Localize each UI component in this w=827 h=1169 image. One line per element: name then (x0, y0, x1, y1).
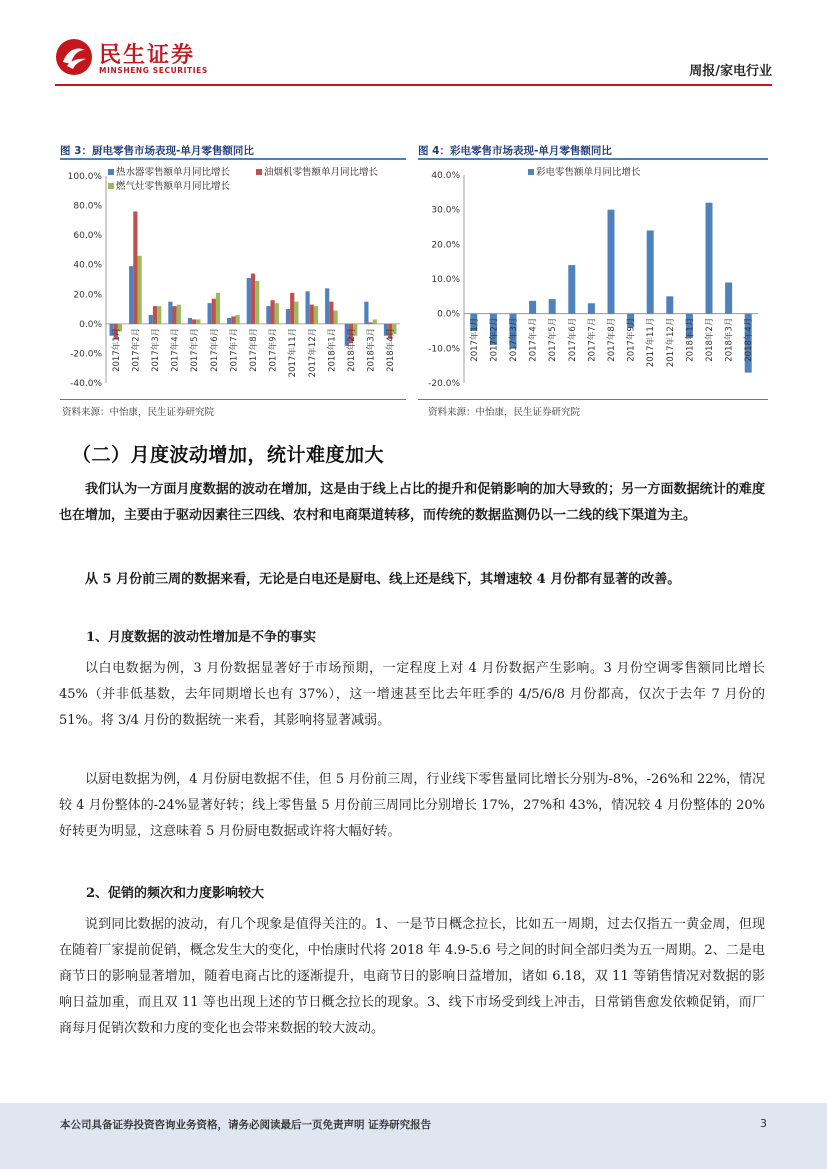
figure3-top-rule (60, 158, 406, 160)
chart4-category-label: 2017年2月 (489, 317, 500, 362)
chart4-category-label: 2017年8月 (607, 317, 617, 362)
paragraph-3: 以白电数据为例，3 月份数据显著好于市场预期，一定程度上对 4 月份数据产生影响。3 月份空调零售额同比增长 45%（并非低基数，去年同期增长也有 37%），这一增速甚至比去年旺季的 4/5/6/8 月份都高，仅次于去年 7 月份的 51%。将 3/4 月份的数据统一来看，其影响将显著减弱。 (59, 661, 765, 728)
subsection-2-title: 2、促销的频次和力度影响较大 (86, 886, 265, 901)
chart4-category-label: 2017年6月 (567, 317, 578, 362)
chart3-legend-swatch (108, 169, 114, 175)
figure4-source: 资料来源：中怡康，民生证券研究院 (428, 407, 581, 418)
chart3-category-label: 2017年11月 (288, 327, 299, 378)
page-header (0, 0, 827, 84)
chart3-bar (149, 315, 153, 324)
footer-disclaimer: 本公司具备证券投资咨询业务资格，请务必阅读最后一页免责声明 证券研究报告 (60, 1119, 432, 1131)
chart3-bar (314, 306, 318, 324)
chart3-category-label: 2017年4月 (170, 327, 181, 372)
chart3-bar (212, 299, 216, 324)
chart3-category-label: 2017年8月 (249, 327, 259, 372)
report-type: 周报/家电行业 (689, 64, 772, 79)
chart4-bar (588, 303, 595, 313)
chart3-ytick-label: 0.0% (79, 319, 102, 330)
paragraph-4: 以厨电数据为例，4 月份厨电数据不佳，但 5 月份前三周，行业线下零售量同比增长分别为-8%，-26%和 22%，情况较 4 月份整体的-24%显著好转；线上零售量 5 月份前三周同比分别增长 17%，27%和 43%，情况较 4 月份整体的 20%好转更为明显，这意味着 5 月份厨电数据或许将大幅好转。 (59, 772, 765, 839)
chart3-ytick-label: 80.0% (73, 201, 102, 212)
chart3-category-label: 2017年2月 (131, 327, 142, 372)
chart4-ytick-label: -20.0% (428, 379, 460, 389)
chart3-category-label: 2017年7月 (229, 327, 240, 372)
chart3-bar (157, 306, 161, 324)
chart4-category-label: 2017年3月 (509, 317, 519, 362)
chart3-bar (364, 302, 368, 324)
chart3-bar (236, 315, 240, 324)
chart3-bar (271, 300, 275, 324)
chart4-legend-label: 彩电零售额单月同比增长 (536, 167, 641, 178)
chart4-bar (666, 296, 673, 313)
chart3-category-label: 2018年2月 (347, 327, 357, 372)
chart4-category-label: 2017年7月 (587, 317, 598, 362)
chart3-bar (325, 288, 329, 323)
header-divider (55, 84, 772, 86)
chart4-category-label: 2017年12月 (665, 317, 676, 368)
chart3-category-label: 2018年4月 (386, 327, 397, 372)
chart3-category-label: 2017年6月 (209, 327, 220, 372)
chart3-bar (173, 306, 177, 324)
chart3-bar (286, 309, 290, 324)
subsection-1-title: 1、月度数据的波动性增加是不争的事实 (86, 630, 317, 645)
chart3-bar (196, 319, 200, 323)
chart3-category-label: 2017年9月 (268, 327, 279, 372)
page-footer (0, 1103, 827, 1169)
chart4-category-label: 2018年3月 (724, 317, 735, 362)
chart3-legend-label: 热水器零售额单月同比增长 (116, 167, 231, 178)
chart4-ytick-label: 30.0% (431, 205, 460, 216)
chart4-bar (549, 299, 556, 314)
chart3-bar (373, 319, 377, 323)
chart3-ytick-label: 60.0% (73, 231, 102, 242)
chart3-bar (334, 311, 338, 324)
chart3-bar (329, 302, 333, 324)
chart3-bar (306, 291, 310, 324)
chart3-bar (255, 281, 259, 324)
chart4-ytick-label: 40.0% (431, 171, 460, 181)
figure4-top-rule (418, 158, 768, 160)
chart4-ytick-label: 20.0% (431, 240, 460, 251)
chart3-bar (153, 306, 157, 324)
chart3-ytick-label: 20.0% (73, 290, 102, 301)
figure4-bottom-rule (418, 399, 768, 400)
paragraph-2: 从 5 月份前三周的数据来看，无论是白电还是厨电、线上还是线下，其增速较 4 月份都有显著的改善。 (85, 572, 681, 587)
chart4-category-label: 2018年4月 (744, 317, 755, 362)
chart3-category-label: 2017年1月 (111, 327, 122, 372)
logo-emblem-icon (55, 38, 93, 76)
chart4-category-label: 2017年4月 (528, 317, 539, 362)
logo-english-name: MINSHENG SECURITIES (99, 66, 208, 75)
chart4-ytick-label: 0.0% (437, 309, 460, 320)
chart4-category-label: 2017年9月 (626, 317, 637, 362)
figure4-chart (418, 162, 768, 398)
chart4-ytick-label: 10.0% (431, 275, 460, 285)
chart3-bar (129, 266, 133, 324)
chart4-ytick-label: -10.0% (428, 344, 460, 355)
chart3-bar (294, 302, 298, 324)
chart3-category-label: 2018年1月 (327, 327, 338, 372)
chart4-category-label: 2018年2月 (705, 317, 715, 362)
chart3-bar (138, 256, 142, 324)
figure3-chart (60, 162, 406, 398)
chart4-category-label: 2017年11月 (646, 317, 657, 368)
chart4-bar (568, 265, 575, 314)
chart3-bar (275, 303, 279, 324)
chart4-legend-swatch (528, 169, 534, 175)
page-number: 3 (760, 1117, 767, 1130)
chart3-bar (251, 274, 255, 324)
chart4-bar (706, 203, 713, 314)
chart3-bar (369, 322, 373, 323)
chart4-bar (725, 282, 732, 313)
chart3-legend-label: 燃气灶零售额单月同比增长 (116, 181, 231, 192)
chart3-ytick-label: -20.0% (70, 349, 102, 360)
chart4-bar (608, 210, 615, 314)
chart3-legend-swatch (108, 183, 114, 189)
chart3-bar (192, 319, 196, 323)
chart4-category-label: 2017年5月 (548, 317, 559, 362)
chart3-bar (133, 211, 137, 323)
chart3-legend-swatch (256, 169, 262, 175)
chart3-ytick-label: 100.0% (67, 172, 102, 182)
chart3-category-label: 2018年3月 (366, 327, 377, 372)
chart3-category-label: 2017年5月 (190, 327, 201, 372)
company-logo (55, 36, 208, 80)
figure3-title: 图 3：厨电零售市场表现-单月零售额同比 (60, 145, 254, 157)
chart3-bar (168, 302, 172, 324)
chart3-bar (177, 305, 181, 324)
chart3-bar (290, 293, 294, 324)
paragraph-5: 说到同比数据的波动，有几个现象是值得关注的。1、一是节日概念拉长，比如五一周期，过去仅指五一黄金周，但现在随着厂家提前促销，概念发生大的变化，中怡康时代将 2018 年 4.9-5.6 号之间的时间全部归类为五一周期。2、二是电商节日的影响显著增加，随着电商占比的逐渐提升，电商节日的影响日益增加，诸如 6.18，双 11 等销售情况对数据的影响日益加重，而且双 11 等也出现上述的节日概念拉长的现象。3、线下市场受到线上冲击，日常销售愈发依赖促销，而厂商每月促销次数和力度的变化也会带来数据的较大波动。 (59, 917, 765, 1036)
section-title: （二）月度波动增加，统计难度加大 (72, 444, 385, 466)
chart3-bar (310, 305, 314, 324)
chart4-category-label: 2017年1月 (469, 317, 480, 362)
chart4-bar (529, 301, 536, 314)
chart3-bar (266, 306, 270, 324)
chart3-bar (231, 316, 235, 323)
chart3-bar (188, 318, 192, 324)
figure4-title: 图 4：彩电零售市场表现-单月零售额同比 (418, 145, 612, 157)
chart3-bar (227, 318, 231, 324)
chart3-bar (247, 278, 251, 324)
chart3-category-label: 2017年12月 (307, 327, 318, 378)
chart3-category-label: 2017年3月 (151, 327, 161, 372)
logo-chinese-name: 民生证券 (99, 43, 196, 68)
paragraph-1: 我们认为一方面月度数据的波动在增加，这是由于线上占比的提升和促销影响的加大导致的；另一方面数据统计的难度也在增加，主要由于驱动因素往三四线、农村和电商渠道转移，而传统的数据监测仍以一二线的线下渠道为主。 (59, 482, 765, 523)
chart3-bar (216, 293, 220, 324)
chart3-ytick-label: -40.0% (70, 379, 102, 389)
figure3-bottom-rule (60, 399, 406, 400)
chart3-bar (208, 303, 212, 324)
chart4-category-label: 2018年1月 (685, 317, 696, 362)
chart4-bar (647, 230, 654, 313)
chart3-ytick-label: 40.0% (73, 260, 102, 271)
figure3-source: 资料来源：中怡康，民生证券研究院 (62, 407, 215, 418)
chart3-legend-label: 油烟机零售额单月同比增长 (264, 167, 379, 178)
